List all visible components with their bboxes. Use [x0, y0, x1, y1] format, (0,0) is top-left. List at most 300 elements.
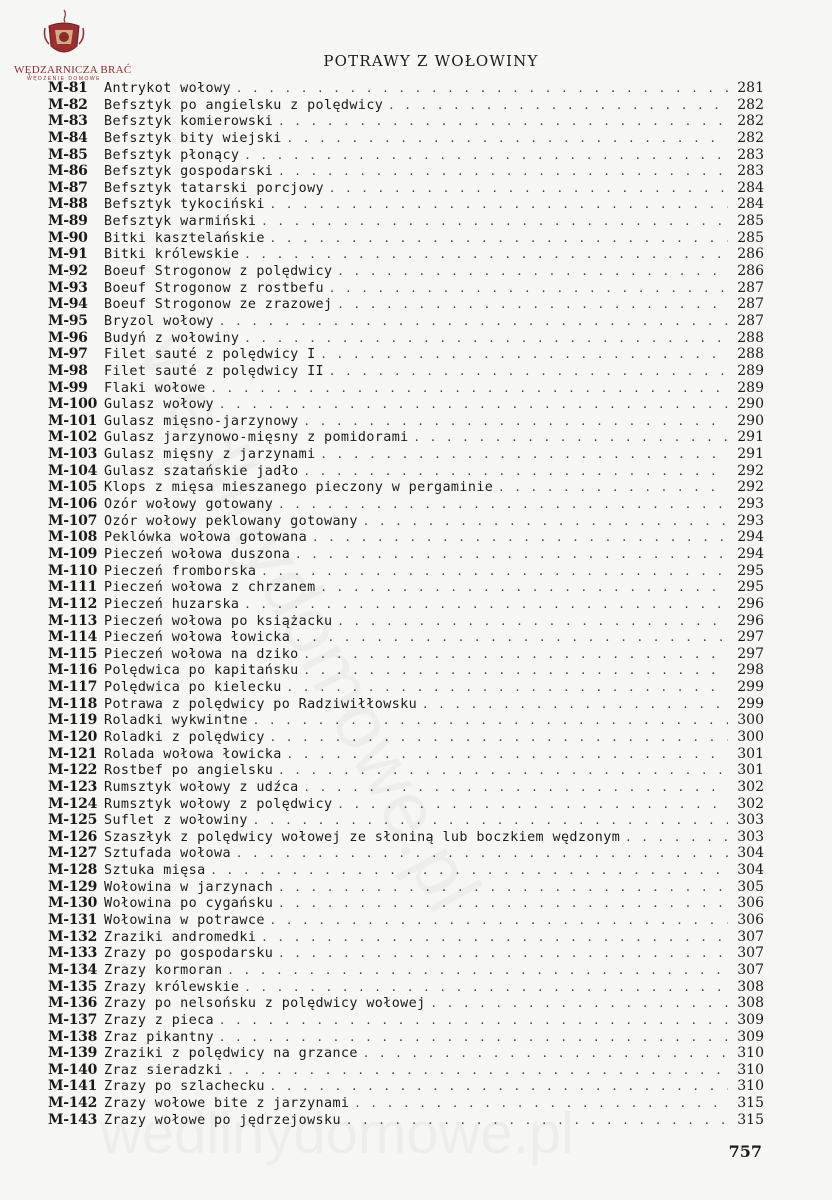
recipe-name: Zrazy kormoran — [104, 962, 223, 978]
recipe-entry — [48, 579, 764, 596]
recipe-page: 292 — [737, 462, 764, 479]
dot-leader — [322, 580, 728, 596]
recipe-code: M-125 — [48, 812, 98, 829]
recipe-code: M-142 — [48, 1095, 98, 1112]
recipe-code: M-126 — [48, 828, 98, 845]
recipe-entry — [48, 529, 764, 546]
recipe-code: M-128 — [48, 862, 98, 879]
recipe-page: 288 — [737, 329, 764, 346]
recipe-code: M-83 — [48, 113, 88, 130]
dot-leader — [262, 214, 728, 230]
recipe-page: 304 — [737, 862, 764, 879]
recipe-page: 296 — [737, 612, 764, 629]
dot-leader — [330, 364, 728, 380]
recipe-code: M-106 — [48, 496, 98, 513]
recipe-page: 296 — [737, 595, 764, 612]
recipe-entry — [48, 213, 764, 230]
recipe-page: 284 — [737, 179, 764, 196]
dot-leader — [220, 1030, 728, 1046]
recipe-entry — [48, 945, 764, 962]
recipe-code: M-86 — [48, 163, 88, 180]
recipe-page: 305 — [737, 878, 764, 895]
recipe-page: 288 — [737, 346, 764, 363]
recipe-entry — [48, 912, 764, 929]
recipe-code: M-122 — [48, 762, 98, 779]
recipe-code: M-141 — [48, 1078, 98, 1095]
dot-leader — [364, 514, 728, 530]
recipe-name: Pieczeń fromborska — [104, 563, 257, 579]
recipe-page: 292 — [737, 479, 764, 496]
recipe-name: Zrazy po nelsońsku z polędwicy wołowej — [104, 996, 426, 1012]
recipe-name: Filet sauté z polędwicy I — [104, 347, 316, 363]
dot-leader — [262, 930, 728, 946]
dot-leader — [415, 430, 728, 446]
recipe-name: Pieczeń wołowa duszona — [104, 546, 291, 562]
recipe-name: Wołowina po cygańsku — [104, 896, 274, 912]
recipe-name: Potrawa z polędwicy po Radziwiłłowsku — [104, 696, 418, 712]
recipe-entry — [48, 796, 764, 813]
recipe-name: Flaki wołowe — [104, 380, 206, 396]
recipe-entry — [48, 263, 764, 280]
recipe-name: Zraziki andromedki — [104, 929, 257, 945]
recipe-name: Antrykot wołowy — [104, 81, 231, 96]
recipe-page: 282 — [737, 129, 764, 146]
recipe-page: 299 — [737, 679, 764, 696]
dot-leader — [423, 697, 728, 713]
recipe-name: Bryzol wołowy — [104, 313, 215, 329]
dot-leader — [338, 264, 728, 280]
recipe-page: 308 — [737, 995, 764, 1012]
recipe-entry — [48, 479, 764, 496]
recipe-name: Zraz pikantny — [104, 1029, 215, 1045]
recipe-name: Rolada wołowa łowicka — [104, 746, 282, 762]
recipe-code: M-143 — [48, 1111, 98, 1128]
recipe-code: M-139 — [48, 1045, 98, 1062]
recipe-page: 299 — [737, 695, 764, 712]
recipe-code: M-90 — [48, 229, 88, 246]
recipe-name: Befsztyk komierowski — [104, 114, 274, 130]
recipe-code: M-94 — [48, 296, 88, 313]
recipe-entry — [48, 330, 764, 347]
dot-leader — [355, 1096, 728, 1112]
recipe-code: M-117 — [48, 679, 98, 696]
recipe-name: Befsztyk gospodarski — [104, 164, 274, 180]
recipe-name: Szaszłyk z polędwicy wołowej ze słoniną lub boczkiem wędzonym — [104, 829, 621, 845]
recipe-name: Pieczeń huzarska — [104, 596, 240, 612]
recipe-name: Sztuka mięsa — [104, 863, 206, 879]
dot-leader — [330, 281, 728, 297]
recipe-entry — [48, 563, 764, 580]
recipe-entry — [48, 363, 764, 380]
dot-leader — [389, 98, 728, 114]
dot-leader — [499, 480, 728, 496]
recipe-entry — [48, 679, 764, 696]
recipe-name: Rumsztyk wołowy z udźca — [104, 779, 299, 795]
recipe-entry — [48, 962, 764, 979]
dot-leader — [220, 397, 728, 413]
recipe-code: M-92 — [48, 263, 88, 280]
dot-leader — [212, 381, 728, 397]
recipe-code: M-137 — [48, 1011, 98, 1028]
recipe-page: 306 — [737, 912, 764, 929]
dot-leader — [305, 780, 728, 796]
recipe-entry — [48, 163, 764, 180]
dot-leader — [288, 131, 728, 147]
recipe-code: M-109 — [48, 545, 98, 562]
dot-leader — [279, 497, 728, 513]
recipe-code: M-95 — [48, 312, 88, 329]
recipe-entry — [48, 1078, 764, 1095]
recipe-page: 289 — [737, 362, 764, 379]
recipe-code: M-99 — [48, 379, 88, 396]
recipe-code: M-129 — [48, 878, 98, 895]
recipe-entry — [48, 995, 764, 1012]
recipe-page: 307 — [737, 961, 764, 978]
recipe-code: M-138 — [48, 1028, 98, 1045]
recipe-entry — [48, 1062, 764, 1079]
recipe-name: Boeuf Strogonow z rostbefu — [104, 280, 325, 296]
recipe-code: M-91 — [48, 246, 88, 263]
dot-leader — [364, 1046, 728, 1062]
recipe-entry — [48, 496, 764, 513]
recipe-entry — [48, 380, 764, 397]
recipe-entry — [48, 413, 764, 430]
recipe-code: M-119 — [48, 712, 98, 729]
recipe-page: 287 — [737, 312, 764, 329]
recipe-name: Roladki wykwintne — [104, 713, 248, 729]
recipe-page: 298 — [737, 662, 764, 679]
recipe-entry — [48, 1012, 764, 1029]
recipe-code: M-82 — [48, 96, 88, 113]
recipe-name: Zraz sieradzki — [104, 1062, 223, 1078]
recipe-code: M-98 — [48, 362, 88, 379]
recipe-page: 310 — [737, 1078, 764, 1095]
recipe-name: Zrazy po gospodarsku — [104, 946, 274, 962]
recipe-name: Zraziki z polędwicy na grzance — [104, 1046, 358, 1062]
recipe-entry — [48, 313, 764, 330]
dot-leader — [245, 980, 728, 996]
recipe-page: 301 — [737, 745, 764, 762]
recipe-code: M-136 — [48, 995, 98, 1012]
recipe-page: 307 — [737, 945, 764, 962]
recipe-page: 301 — [737, 762, 764, 779]
recipe-name: Sztufada wołowa — [104, 846, 231, 862]
recipe-name: Bitki kasztelańskie — [104, 230, 265, 246]
dot-leader — [626, 830, 728, 846]
recipe-page: 295 — [737, 562, 764, 579]
dot-leader — [220, 314, 728, 330]
recipe-entry — [48, 429, 764, 446]
recipe-code: M-110 — [48, 562, 98, 579]
recipe-entry — [48, 1045, 764, 1062]
dot-leader — [279, 896, 728, 912]
dot-leader — [432, 996, 728, 1012]
recipe-name: Befsztyk tatarski porcjowy — [104, 180, 325, 196]
recipe-entry — [48, 80, 764, 97]
recipe-page: 309 — [737, 1028, 764, 1045]
recipe-entry — [48, 1112, 764, 1129]
recipe-name: Gulasz jarzynowo-mięsny z pomidorami — [104, 430, 409, 446]
recipe-entry — [48, 812, 764, 829]
dot-leader — [237, 81, 728, 97]
recipe-name: Gulasz szatańskie jadło — [104, 463, 299, 479]
recipe-name: Polędwica po kielecku — [104, 680, 282, 696]
recipe-entry — [48, 296, 764, 313]
dot-leader — [330, 181, 728, 197]
recipe-page: 308 — [737, 978, 764, 995]
dot-leader — [245, 247, 728, 263]
dot-leader — [237, 846, 728, 862]
recipe-page: 310 — [737, 1061, 764, 1078]
recipe-page: 281 — [737, 80, 764, 96]
recipe-code: M-111 — [48, 579, 98, 596]
dot-leader — [305, 414, 728, 430]
recipe-name: Pieczeń wołowa na dziko — [104, 646, 299, 662]
recipe-code: M-114 — [48, 629, 98, 646]
dot-leader — [322, 447, 728, 463]
recipe-name: Ozór wołowy gotowany — [104, 497, 274, 513]
recipe-entry — [48, 97, 764, 114]
recipe-page: 303 — [737, 812, 764, 829]
recipe-entry — [48, 779, 764, 796]
recipe-page: 289 — [737, 379, 764, 396]
recipe-page: 302 — [737, 778, 764, 795]
recipe-entry — [48, 463, 764, 480]
dot-leader — [271, 231, 728, 247]
dot-leader — [254, 713, 728, 729]
recipe-code: M-123 — [48, 778, 98, 795]
recipe-name: Zrazy wołowe po jędrzejowsku — [104, 1112, 341, 1128]
recipe-name: Wołowina w potrawce — [104, 913, 265, 929]
recipe-code: M-120 — [48, 728, 98, 745]
recipe-page: 283 — [737, 146, 764, 163]
recipe-code: M-130 — [48, 895, 98, 912]
recipe-page: 315 — [737, 1111, 764, 1128]
dot-leader — [288, 680, 728, 696]
recipe-page: 287 — [737, 296, 764, 313]
recipe-name: Gulasz mięsno-jarzynowy — [104, 413, 299, 429]
recipe-code: M-101 — [48, 412, 98, 429]
recipe-page: 293 — [737, 496, 764, 513]
recipe-entry — [48, 546, 764, 563]
recipe-code: M-93 — [48, 279, 88, 296]
recipe-entry — [48, 629, 764, 646]
recipe-page: 287 — [737, 279, 764, 296]
recipe-name: Budyń z wołowiny — [104, 330, 240, 346]
recipe-name: Zrazy królewskie — [104, 979, 240, 995]
recipe-entry — [48, 446, 764, 463]
recipe-code: M-103 — [48, 446, 98, 463]
recipe-name: Zrazy wołowe bite z jarzynami — [104, 1096, 350, 1112]
dot-leader — [228, 963, 728, 979]
recipe-entry — [48, 613, 764, 630]
dot-leader — [338, 614, 728, 630]
recipe-page: 306 — [737, 895, 764, 912]
recipe-page: 295 — [737, 579, 764, 596]
recipe-page: 303 — [737, 828, 764, 845]
dot-leader — [279, 114, 728, 130]
recipe-entry — [48, 829, 764, 846]
recipe-name: Befsztyk bity wiejski — [104, 130, 282, 146]
recipe-code: M-133 — [48, 945, 98, 962]
recipe-code: M-118 — [48, 695, 98, 712]
recipe-code: M-140 — [48, 1061, 98, 1078]
recipe-name: Befsztyk warmiński — [104, 214, 257, 230]
dot-leader — [271, 1079, 728, 1095]
recipe-page: 284 — [737, 196, 764, 213]
dot-leader — [279, 164, 728, 180]
dot-leader — [296, 547, 728, 563]
recipe-page: 297 — [737, 645, 764, 662]
recipe-entry — [48, 895, 764, 912]
dot-leader — [245, 597, 728, 613]
recipe-name: Pieczeń wołowa po książacku — [104, 613, 333, 629]
recipe-entry — [48, 280, 764, 297]
recipe-entry — [48, 746, 764, 763]
recipe-name: Polędwica po kapitańsku — [104, 663, 299, 679]
recipe-entry — [48, 646, 764, 663]
recipe-name: Zrazy z pieca — [104, 1012, 215, 1028]
recipe-code: M-85 — [48, 146, 88, 163]
recipe-name: Befsztyk po angielsku z polędwicy — [104, 97, 384, 113]
recipe-code: M-104 — [48, 462, 98, 479]
dot-leader — [220, 1013, 728, 1029]
recipe-page: 286 — [737, 246, 764, 263]
dot-leader — [279, 880, 728, 896]
recipe-entry — [48, 113, 764, 130]
recipe-entry — [48, 862, 764, 879]
dot-leader — [305, 464, 728, 480]
recipe-name: Rostbef po angielsku — [104, 763, 274, 779]
dot-leader — [279, 946, 728, 962]
recipe-page: 294 — [737, 529, 764, 546]
recipe-entry — [48, 196, 764, 213]
logo-subtitle: WĘDZENIE DOMOWE — [27, 76, 101, 82]
recipe-code: M-84 — [48, 129, 88, 146]
dot-leader — [245, 331, 728, 347]
dot-leader — [254, 813, 728, 829]
recipe-page: 304 — [737, 845, 764, 862]
dot-leader — [288, 747, 728, 763]
recipe-name: Befsztyk tykociński — [104, 197, 265, 213]
dot-leader — [313, 530, 728, 546]
recipe-name: Suflet z wołowiny — [104, 813, 248, 829]
recipe-page: 290 — [737, 412, 764, 429]
recipe-entry — [48, 1095, 764, 1112]
dot-leader — [271, 730, 728, 746]
dot-leader — [296, 630, 728, 646]
recipe-code: M-88 — [48, 196, 88, 213]
recipe-page: 282 — [737, 113, 764, 130]
recipe-name: Ozór wołowy peklowany gotowany — [104, 513, 358, 529]
dot-leader — [262, 564, 728, 580]
recipe-page: 293 — [737, 512, 764, 529]
recipe-page: 315 — [737, 1095, 764, 1112]
recipe-code: M-124 — [48, 795, 98, 812]
recipe-code: M-116 — [48, 662, 98, 679]
recipe-page: 283 — [737, 163, 764, 180]
recipe-code: M-127 — [48, 845, 98, 862]
recipe-code: M-131 — [48, 912, 98, 929]
recipe-entry — [48, 180, 764, 197]
dot-leader — [322, 347, 728, 363]
recipe-code: M-121 — [48, 745, 98, 762]
recipe-page: 290 — [737, 396, 764, 413]
recipe-name: Gulasz mięsny z jarzynami — [104, 447, 316, 463]
recipe-page: 297 — [737, 629, 764, 646]
recipe-page: 300 — [737, 728, 764, 745]
recipe-code: M-97 — [48, 346, 88, 363]
recipe-code: M-100 — [48, 396, 98, 413]
recipe-name: Filet sauté z polędwicy II — [104, 363, 325, 379]
recipe-entry — [48, 1029, 764, 1046]
recipe-name: Gulasz wołowy — [104, 397, 215, 413]
recipe-code: M-102 — [48, 429, 98, 446]
dot-leader — [305, 647, 728, 663]
recipe-page: 285 — [737, 229, 764, 246]
recipe-entry — [48, 596, 764, 613]
recipe-entry — [48, 513, 764, 530]
recipe-code: M-96 — [48, 329, 88, 346]
recipe-name: Bitki królewskie — [104, 247, 240, 263]
recipe-entry — [48, 346, 764, 363]
dot-leader — [338, 297, 728, 313]
recipe-name: Boeuf Strogonow ze zrazowej — [104, 297, 333, 313]
recipe-entry — [48, 246, 764, 263]
recipe-entry — [48, 662, 764, 679]
recipe-page: 285 — [737, 213, 764, 230]
recipe-page: 291 — [737, 446, 764, 463]
page-number: 757 — [728, 1142, 762, 1161]
recipe-name: Rumsztyk wołowy z polędwicy — [104, 796, 333, 812]
recipe-name: Roladki z polędwicy — [104, 729, 265, 745]
recipe-name: Peklówka wołowa gotowana — [104, 530, 308, 546]
dot-leader — [338, 797, 728, 813]
recipe-name: Klops z mięsa mieszanego pieczony w pergaminie — [104, 480, 494, 496]
recipe-entry — [48, 130, 764, 147]
recipe-code: M-105 — [48, 479, 98, 496]
recipe-index — [48, 80, 764, 1128]
recipe-entry — [48, 762, 764, 779]
recipe-code: M-115 — [48, 645, 98, 662]
recipe-name: Wołowina w jarzynach — [104, 879, 274, 895]
recipe-page: 291 — [737, 429, 764, 446]
recipe-page: 307 — [737, 928, 764, 945]
dot-leader — [212, 863, 728, 879]
recipe-entry — [48, 696, 764, 713]
dot-leader — [279, 763, 728, 779]
recipe-entry — [48, 845, 764, 862]
recipe-entry — [48, 929, 764, 946]
recipe-page: 286 — [737, 263, 764, 280]
recipe-page: 300 — [737, 712, 764, 729]
recipe-code: M-89 — [48, 213, 88, 230]
recipe-page: 294 — [737, 545, 764, 562]
recipe-name: Pieczeń wołowa z chrzanem — [104, 580, 316, 596]
recipe-code: M-108 — [48, 529, 98, 546]
recipe-entry — [48, 396, 764, 413]
recipe-code: M-107 — [48, 512, 98, 529]
recipe-name: Pieczeń wołowa łowicka — [104, 630, 291, 646]
page-title: POTRAWY Z WOŁOWINY — [323, 52, 539, 71]
recipe-code: M-81 — [48, 80, 88, 96]
recipe-name: Zrazy po szlachecku — [104, 1079, 265, 1095]
dot-leader — [271, 913, 728, 929]
recipe-page: 309 — [737, 1011, 764, 1028]
recipe-code: M-134 — [48, 961, 98, 978]
dot-leader — [347, 1113, 728, 1129]
recipe-page: 282 — [737, 96, 764, 113]
